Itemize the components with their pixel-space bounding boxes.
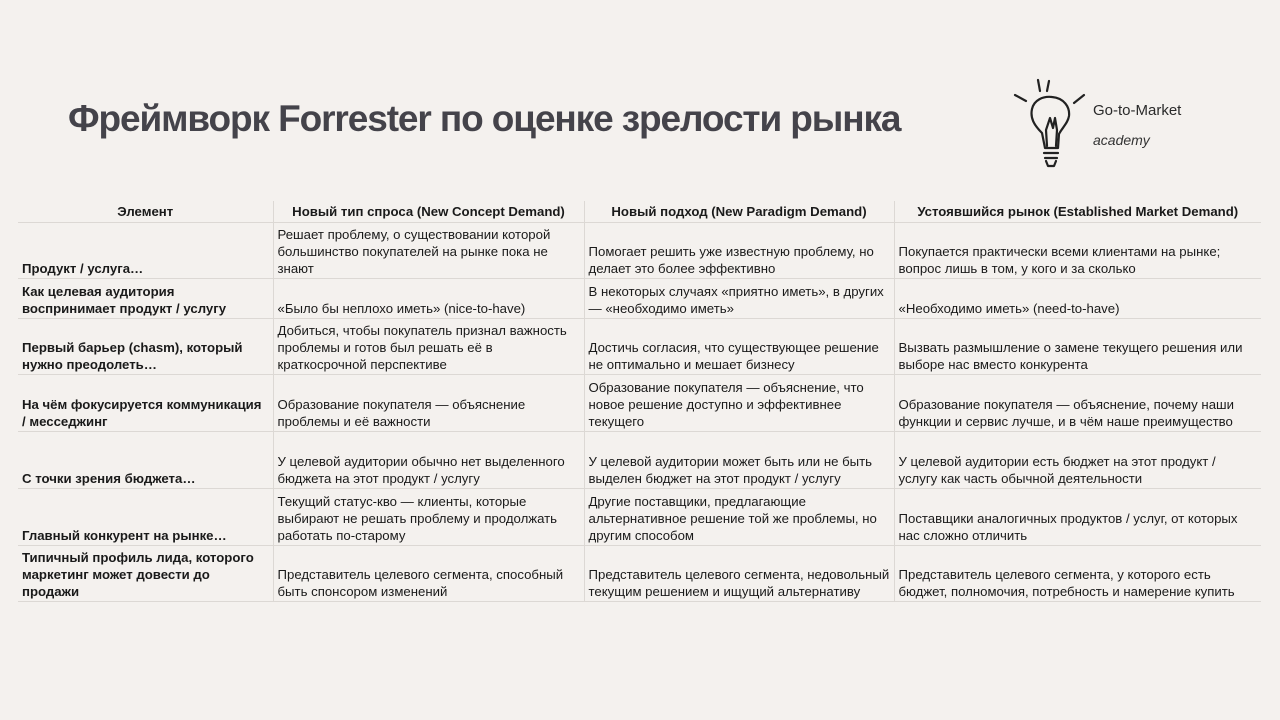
header-new-paradigm: Новый подход (New Paradigm Demand) — [584, 201, 894, 223]
table-row — [18, 223, 1261, 279]
table-cell: «Необходимо иметь» (need-to-have) — [894, 279, 1261, 319]
table-row — [18, 432, 1261, 489]
logo — [1012, 78, 1212, 173]
table-cell: У целевой аудитории обычно нет выделенного бюджета на этот продукт / услугу — [273, 432, 584, 489]
table-cell: Образование покупателя — объяснение, что новое решение доступно и эффективнее текущего — [584, 375, 894, 432]
table-row — [18, 279, 1261, 319]
table-cell: Текущий статус-кво — клиенты, которые выбирают не решать проблему и продолжать работать по-старому — [273, 489, 584, 546]
header-established: Устоявшийся рынок (Established Market Demand) — [894, 201, 1261, 223]
comparison-table — [18, 201, 1261, 602]
header-element: Элемент — [18, 201, 273, 223]
table-cell: Поставщики аналогичных продуктов / услуг, от которых нас сложно отличить — [894, 489, 1261, 546]
table-cell: Решает проблему, о существовании которой большинство покупателей на рынке пока не знают — [273, 223, 584, 279]
table-row — [18, 319, 1261, 375]
table-header-row — [18, 201, 1261, 223]
row-label: С точки зрения бюджета… — [18, 432, 273, 489]
row-label: Главный конкурент на рынке… — [18, 489, 273, 546]
table-cell: В некоторых случаях «приятно иметь», в других — «необходимо иметь» — [584, 279, 894, 319]
table-row — [18, 546, 1261, 602]
table-cell: Представитель целевого сегмента, у которого есть бюджет, полномочия, потребность и намерение купить — [894, 546, 1261, 602]
header-new-concept: Новый тип спроса (New Concept Demand) — [273, 201, 584, 223]
table-cell: Добиться, чтобы покупатель признал важность проблемы и готов был решать её в краткосрочной перспективе — [273, 319, 584, 375]
table-cell: Представитель целевого сегмента, способный быть спонсором изменений — [273, 546, 584, 602]
table-cell: Покупается практически всеми клиентами на рынке; вопрос лишь в том, у кого и за сколько — [894, 223, 1261, 279]
row-label: Типичный профиль лида, которого маркетинг может довести до продажи — [18, 546, 273, 602]
row-label: Как целевая аудитория воспринимает продукт / услугу — [18, 279, 273, 319]
table-cell: «Было бы неплохо иметь» (nice-to-have) — [273, 279, 584, 319]
table-cell: Другие поставщики, предлагающие альтернативное решение той же проблемы, но другим способом — [584, 489, 894, 546]
table-cell: У целевой аудитории может быть или не быть выделен бюджет на этот продукт / услугу — [584, 432, 894, 489]
row-label: На чём фокусируется коммуникация / месседжинг — [18, 375, 273, 432]
table-row — [18, 489, 1261, 546]
logo-subtitle: academy — [1093, 132, 1150, 148]
table-cell: Достичь согласия, что существующее решение не оптимально и мешает бизнесу — [584, 319, 894, 375]
lightbulb-icon — [1012, 78, 1092, 173]
table-cell: Образование покупателя — объяснение, почему наши функции и сервис лучше, и в чём наше преимущество — [894, 375, 1261, 432]
table-row — [18, 375, 1261, 432]
table-cell: Вызвать размышление о замене текущего решения или выборе нас вместо конкурента — [894, 319, 1261, 375]
page-title: Фреймворк Forrester по оценке зрелости рынка — [68, 98, 901, 139]
table-cell: У целевой аудитории есть бюджет на этот продукт / услугу как часть обычной деятельности — [894, 432, 1261, 489]
table-cell: Представитель целевого сегмента, недовольный текущим решением и ищущий альтернативу — [584, 546, 894, 602]
table-cell: Образование покупателя — объяснение проблемы и её важности — [273, 375, 584, 432]
table-cell: Помогает решить уже известную проблему, но делает это более эффективно — [584, 223, 894, 279]
row-label: Продукт / услуга… — [18, 223, 273, 279]
row-label: Первый барьер (chasm), который нужно преодолеть… — [18, 319, 273, 375]
logo-name: Go-to-Market — [1093, 102, 1182, 119]
